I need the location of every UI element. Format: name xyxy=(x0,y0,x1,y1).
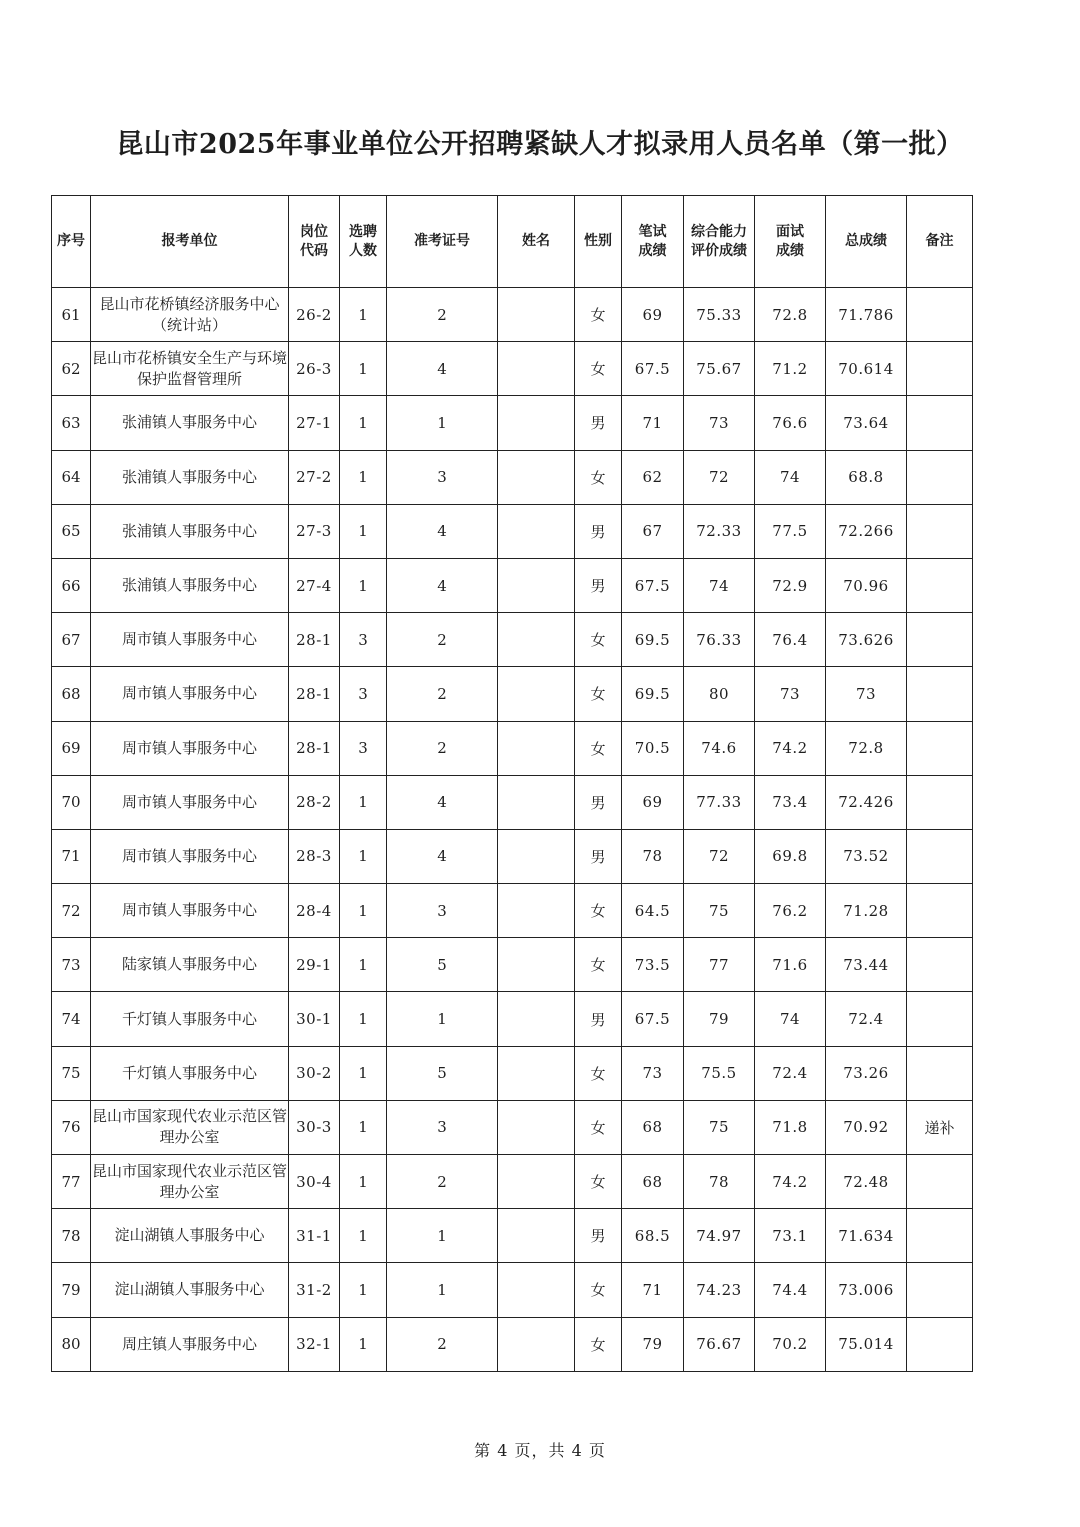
header-seq: 序号 xyxy=(52,196,91,288)
cell-hire-count: 3 xyxy=(340,613,387,667)
cell-post-code: 30-1 xyxy=(289,992,340,1046)
cell-post-code: 30-4 xyxy=(289,1155,340,1209)
cell-interview: 73.4 xyxy=(755,775,826,829)
cell-interview: 69.8 xyxy=(755,829,826,883)
cell-total: 73.52 xyxy=(826,829,907,883)
cell-gender: 男 xyxy=(575,558,622,612)
cell-total: 72.4 xyxy=(826,992,907,1046)
cell-hire-count: 1 xyxy=(340,1155,387,1209)
table-row xyxy=(52,342,973,396)
cell-interview: 74.4 xyxy=(755,1263,826,1317)
cell-hire-count: 1 xyxy=(340,342,387,396)
cell-exam-no: 4 xyxy=(387,829,498,883)
table-row xyxy=(52,1046,973,1100)
cell-ability: 72 xyxy=(684,829,755,883)
cell-ability: 76.33 xyxy=(684,613,755,667)
cell-remark xyxy=(907,884,973,938)
cell-remark xyxy=(907,504,973,558)
cell-unit: 周市镇人事服务中心 xyxy=(91,667,289,721)
cell-gender: 女 xyxy=(575,450,622,504)
cell-interview: 71.8 xyxy=(755,1100,826,1154)
table-row xyxy=(52,667,973,721)
table-row xyxy=(52,450,973,504)
cell-remark xyxy=(907,667,973,721)
cell-interview: 72.4 xyxy=(755,1046,826,1100)
cell-remark xyxy=(907,288,973,342)
cell-hire-count: 1 xyxy=(340,829,387,883)
cell-unit: 周市镇人事服务中心 xyxy=(91,721,289,775)
cell-hire-count: 1 xyxy=(340,1046,387,1100)
cell-ability: 76.67 xyxy=(684,1317,755,1371)
cell-remark xyxy=(907,992,973,1046)
cell-written: 71 xyxy=(622,1263,684,1317)
cell-hire-count: 1 xyxy=(340,1263,387,1317)
cell-post-code: 26-3 xyxy=(289,342,340,396)
table-row xyxy=(52,1317,973,1371)
page-title: 昆山市2025年事业单位公开招聘紧缺人才拟录用人员名单（第一批） xyxy=(116,129,964,160)
cell-unit: 周市镇人事服务中心 xyxy=(91,829,289,883)
cell-remark xyxy=(907,450,973,504)
cell-written: 79 xyxy=(622,1317,684,1371)
cell-ability: 79 xyxy=(684,992,755,1046)
cell-ability: 74.6 xyxy=(684,721,755,775)
cell-written: 67.5 xyxy=(622,342,684,396)
cell-unit: 张浦镇人事服务中心 xyxy=(91,450,289,504)
cell-ability: 72 xyxy=(684,450,755,504)
cell-total: 71.786 xyxy=(826,288,907,342)
cell-name xyxy=(498,1317,575,1371)
cell-gender: 男 xyxy=(575,1209,622,1263)
cell-interview: 74.2 xyxy=(755,1155,826,1209)
cell-interview: 76.2 xyxy=(755,884,826,938)
cell-exam-no: 5 xyxy=(387,1046,498,1100)
cell-written: 71 xyxy=(622,396,684,450)
cell-post-code: 26-2 xyxy=(289,288,340,342)
cell-interview: 71.6 xyxy=(755,938,826,992)
cell-total: 75.014 xyxy=(826,1317,907,1371)
header-written: 笔试 成绩 xyxy=(622,196,684,288)
cell-interview: 72.8 xyxy=(755,288,826,342)
cell-name xyxy=(498,396,575,450)
cell-gender: 女 xyxy=(575,613,622,667)
cell-ability: 74 xyxy=(684,558,755,612)
cell-interview: 71.2 xyxy=(755,342,826,396)
header-name: 姓名 xyxy=(498,196,575,288)
cell-seq: 66 xyxy=(52,558,91,612)
cell-written: 68 xyxy=(622,1155,684,1209)
cell-total: 72.48 xyxy=(826,1155,907,1209)
table-row xyxy=(52,721,973,775)
cell-interview: 76.4 xyxy=(755,613,826,667)
cell-seq: 71 xyxy=(52,829,91,883)
cell-ability: 77 xyxy=(684,938,755,992)
cell-remark xyxy=(907,558,973,612)
cell-exam-no: 2 xyxy=(387,288,498,342)
cell-name xyxy=(498,1155,575,1209)
cell-exam-no: 2 xyxy=(387,721,498,775)
cell-seq: 68 xyxy=(52,667,91,721)
cell-total: 70.92 xyxy=(826,1100,907,1154)
cell-hire-count: 1 xyxy=(340,938,387,992)
cell-remark: 递补 xyxy=(907,1100,973,1154)
cell-gender: 女 xyxy=(575,342,622,396)
cell-unit: 千灯镇人事服务中心 xyxy=(91,992,289,1046)
cell-unit: 周市镇人事服务中心 xyxy=(91,613,289,667)
cell-hire-count: 3 xyxy=(340,721,387,775)
cell-gender: 女 xyxy=(575,1046,622,1100)
cell-interview: 74 xyxy=(755,992,826,1046)
cell-unit: 张浦镇人事服务中心 xyxy=(91,396,289,450)
cell-written: 69 xyxy=(622,288,684,342)
cell-seq: 69 xyxy=(52,721,91,775)
cell-written: 68 xyxy=(622,1100,684,1154)
cell-gender: 女 xyxy=(575,884,622,938)
cell-name xyxy=(498,558,575,612)
cell-gender: 女 xyxy=(575,1317,622,1371)
table-row xyxy=(52,1100,973,1154)
cell-unit: 昆山市国家现代农业示范区管理办公室 xyxy=(91,1100,289,1154)
cell-post-code: 28-4 xyxy=(289,884,340,938)
cell-post-code: 28-3 xyxy=(289,829,340,883)
cell-unit: 淀山湖镇人事服务中心 xyxy=(91,1209,289,1263)
cell-seq: 74 xyxy=(52,992,91,1046)
cell-ability: 75.5 xyxy=(684,1046,755,1100)
cell-remark xyxy=(907,938,973,992)
cell-name xyxy=(498,667,575,721)
cell-written: 73.5 xyxy=(622,938,684,992)
cell-written: 73 xyxy=(622,1046,684,1100)
cell-name xyxy=(498,775,575,829)
cell-written: 67.5 xyxy=(622,992,684,1046)
cell-name xyxy=(498,1263,575,1317)
table-row xyxy=(52,504,973,558)
cell-remark xyxy=(907,1046,973,1100)
table-row xyxy=(52,1155,973,1209)
cell-post-code: 30-2 xyxy=(289,1046,340,1100)
cell-total: 71.28 xyxy=(826,884,907,938)
cell-hire-count: 1 xyxy=(340,992,387,1046)
header-exam-no: 准考证号 xyxy=(387,196,498,288)
cell-unit: 张浦镇人事服务中心 xyxy=(91,504,289,558)
cell-remark xyxy=(907,1155,973,1209)
cell-total: 73.26 xyxy=(826,1046,907,1100)
cell-ability: 75 xyxy=(684,884,755,938)
cell-name xyxy=(498,613,575,667)
cell-seq: 75 xyxy=(52,1046,91,1100)
cell-gender: 女 xyxy=(575,1263,622,1317)
cell-written: 67 xyxy=(622,504,684,558)
header-total: 总成绩 xyxy=(826,196,907,288)
cell-seq: 72 xyxy=(52,884,91,938)
cell-gender: 男 xyxy=(575,829,622,883)
cell-total: 73.64 xyxy=(826,396,907,450)
cell-post-code: 28-2 xyxy=(289,775,340,829)
cell-exam-no: 1 xyxy=(387,1263,498,1317)
cell-post-code: 27-4 xyxy=(289,558,340,612)
cell-exam-no: 4 xyxy=(387,775,498,829)
cell-seq: 73 xyxy=(52,938,91,992)
cell-hire-count: 1 xyxy=(340,1317,387,1371)
cell-post-code: 32-1 xyxy=(289,1317,340,1371)
cell-post-code: 31-1 xyxy=(289,1209,340,1263)
cell-total: 72.426 xyxy=(826,775,907,829)
cell-exam-no: 2 xyxy=(387,613,498,667)
cell-unit: 昆山市花桥镇经济服务中心（统计站） xyxy=(91,288,289,342)
cell-hire-count: 1 xyxy=(340,775,387,829)
cell-interview: 74 xyxy=(755,450,826,504)
cell-unit: 千灯镇人事服务中心 xyxy=(91,1046,289,1100)
cell-interview: 72.9 xyxy=(755,558,826,612)
cell-post-code: 28-1 xyxy=(289,667,340,721)
cell-hire-count: 1 xyxy=(340,450,387,504)
cell-exam-no: 1 xyxy=(387,1209,498,1263)
cell-hire-count: 1 xyxy=(340,558,387,612)
cell-ability: 77.33 xyxy=(684,775,755,829)
cell-interview: 73.1 xyxy=(755,1209,826,1263)
header-hire-count: 选聘 人数 xyxy=(340,196,387,288)
cell-name xyxy=(498,829,575,883)
cell-gender: 女 xyxy=(575,938,622,992)
cell-name xyxy=(498,938,575,992)
cell-post-code: 29-1 xyxy=(289,938,340,992)
cell-post-code: 27-2 xyxy=(289,450,340,504)
cell-ability: 80 xyxy=(684,667,755,721)
cell-gender: 女 xyxy=(575,1100,622,1154)
cell-ability: 72.33 xyxy=(684,504,755,558)
cell-total: 73.44 xyxy=(826,938,907,992)
cell-remark xyxy=(907,775,973,829)
cell-remark xyxy=(907,342,973,396)
table-row xyxy=(52,1209,973,1263)
cell-hire-count: 1 xyxy=(340,884,387,938)
cell-gender: 男 xyxy=(575,504,622,558)
cell-ability: 78 xyxy=(684,1155,755,1209)
cell-interview: 77.5 xyxy=(755,504,826,558)
cell-exam-no: 3 xyxy=(387,884,498,938)
cell-name xyxy=(498,504,575,558)
cell-remark xyxy=(907,613,973,667)
cell-remark xyxy=(907,1317,973,1371)
cell-name xyxy=(498,992,575,1046)
cell-written: 62 xyxy=(622,450,684,504)
page-footer: 第 4 页，共 4 页 xyxy=(474,1441,606,1460)
cell-interview: 74.2 xyxy=(755,721,826,775)
cell-post-code: 30-3 xyxy=(289,1100,340,1154)
cell-interview: 70.2 xyxy=(755,1317,826,1371)
cell-total: 73 xyxy=(826,667,907,721)
cell-written: 64.5 xyxy=(622,884,684,938)
cell-unit: 陆家镇人事服务中心 xyxy=(91,938,289,992)
cell-seq: 79 xyxy=(52,1263,91,1317)
header-unit: 报考单位 xyxy=(91,196,289,288)
cell-hire-count: 1 xyxy=(340,1100,387,1154)
table-row xyxy=(52,884,973,938)
cell-name xyxy=(498,450,575,504)
cell-ability: 75 xyxy=(684,1100,755,1154)
table-row xyxy=(52,613,973,667)
cell-name xyxy=(498,721,575,775)
cell-exam-no: 4 xyxy=(387,558,498,612)
cell-hire-count: 1 xyxy=(340,1209,387,1263)
cell-remark xyxy=(907,829,973,883)
cell-exam-no: 1 xyxy=(387,992,498,1046)
cell-written: 69 xyxy=(622,775,684,829)
table-row xyxy=(52,829,973,883)
cell-seq: 70 xyxy=(52,775,91,829)
cell-name xyxy=(498,288,575,342)
cell-total: 72.266 xyxy=(826,504,907,558)
cell-total: 72.8 xyxy=(826,721,907,775)
cell-exam-no: 3 xyxy=(387,450,498,504)
cell-post-code: 31-2 xyxy=(289,1263,340,1317)
cell-ability: 74.23 xyxy=(684,1263,755,1317)
cell-name xyxy=(498,1046,575,1100)
cell-interview: 76.6 xyxy=(755,396,826,450)
header-gender: 性别 xyxy=(575,196,622,288)
cell-exam-no: 4 xyxy=(387,504,498,558)
cell-interview: 73 xyxy=(755,667,826,721)
cell-exam-no: 5 xyxy=(387,938,498,992)
cell-remark xyxy=(907,1263,973,1317)
cell-remark xyxy=(907,721,973,775)
cell-written: 68.5 xyxy=(622,1209,684,1263)
cell-gender: 男 xyxy=(575,992,622,1046)
table-row xyxy=(52,396,973,450)
cell-ability: 73 xyxy=(684,396,755,450)
cell-written: 69.5 xyxy=(622,667,684,721)
cell-unit: 淀山湖镇人事服务中心 xyxy=(91,1263,289,1317)
cell-unit: 昆山市国家现代农业示范区管理办公室 xyxy=(91,1155,289,1209)
cell-total: 70.96 xyxy=(826,558,907,612)
cell-seq: 80 xyxy=(52,1317,91,1371)
cell-exam-no: 2 xyxy=(387,1317,498,1371)
cell-written: 67.5 xyxy=(622,558,684,612)
cell-written: 70.5 xyxy=(622,721,684,775)
header-remark: 备注 xyxy=(907,196,973,288)
cell-seq: 61 xyxy=(52,288,91,342)
cell-total: 73.006 xyxy=(826,1263,907,1317)
cell-seq: 64 xyxy=(52,450,91,504)
cell-unit: 周庄镇人事服务中心 xyxy=(91,1317,289,1371)
cell-gender: 男 xyxy=(575,396,622,450)
table-row xyxy=(52,1263,973,1317)
cell-hire-count: 3 xyxy=(340,667,387,721)
cell-remark xyxy=(907,1209,973,1263)
cell-gender: 男 xyxy=(575,775,622,829)
header-interview: 面试 成绩 xyxy=(755,196,826,288)
cell-gender: 女 xyxy=(575,721,622,775)
cell-gender: 女 xyxy=(575,667,622,721)
cell-total: 70.614 xyxy=(826,342,907,396)
table-row xyxy=(52,775,973,829)
cell-unit: 周市镇人事服务中心 xyxy=(91,775,289,829)
cell-written: 78 xyxy=(622,829,684,883)
cell-seq: 67 xyxy=(52,613,91,667)
cell-post-code: 27-1 xyxy=(289,396,340,450)
table-row xyxy=(52,938,973,992)
cell-post-code: 27-3 xyxy=(289,504,340,558)
cell-total: 71.634 xyxy=(826,1209,907,1263)
cell-hire-count: 1 xyxy=(340,396,387,450)
cell-exam-no: 4 xyxy=(387,342,498,396)
cell-hire-count: 1 xyxy=(340,504,387,558)
cell-post-code: 28-1 xyxy=(289,721,340,775)
cell-unit: 昆山市花桥镇安全生产与环境保护监督管理所 xyxy=(91,342,289,396)
cell-unit: 周市镇人事服务中心 xyxy=(91,884,289,938)
cell-hire-count: 1 xyxy=(340,288,387,342)
cell-name xyxy=(498,884,575,938)
cell-exam-no: 2 xyxy=(387,667,498,721)
table-row xyxy=(52,992,973,1046)
cell-total: 68.8 xyxy=(826,450,907,504)
cell-name xyxy=(498,342,575,396)
cell-seq: 78 xyxy=(52,1209,91,1263)
cell-exam-no: 3 xyxy=(387,1100,498,1154)
header-ability: 综合能力 评价成绩 xyxy=(684,196,755,288)
header-post-code: 岗位 代码 xyxy=(289,196,340,288)
cell-seq: 76 xyxy=(52,1100,91,1154)
cell-exam-no: 2 xyxy=(387,1155,498,1209)
cell-name xyxy=(498,1209,575,1263)
cell-seq: 63 xyxy=(52,396,91,450)
cell-ability: 75.33 xyxy=(684,288,755,342)
cell-ability: 75.67 xyxy=(684,342,755,396)
cell-exam-no: 1 xyxy=(387,396,498,450)
table-header-row xyxy=(52,196,973,288)
cell-seq: 62 xyxy=(52,342,91,396)
cell-remark xyxy=(907,396,973,450)
cell-written: 69.5 xyxy=(622,613,684,667)
cell-post-code: 28-1 xyxy=(289,613,340,667)
cell-ability: 74.97 xyxy=(684,1209,755,1263)
table-row xyxy=(52,558,973,612)
cell-seq: 77 xyxy=(52,1155,91,1209)
table-row xyxy=(52,288,973,342)
candidate-table xyxy=(51,195,973,1372)
cell-name xyxy=(498,1100,575,1154)
cell-gender: 女 xyxy=(575,1155,622,1209)
cell-total: 73.626 xyxy=(826,613,907,667)
cell-seq: 65 xyxy=(52,504,91,558)
cell-unit: 张浦镇人事服务中心 xyxy=(91,558,289,612)
cell-gender: 女 xyxy=(575,288,622,342)
